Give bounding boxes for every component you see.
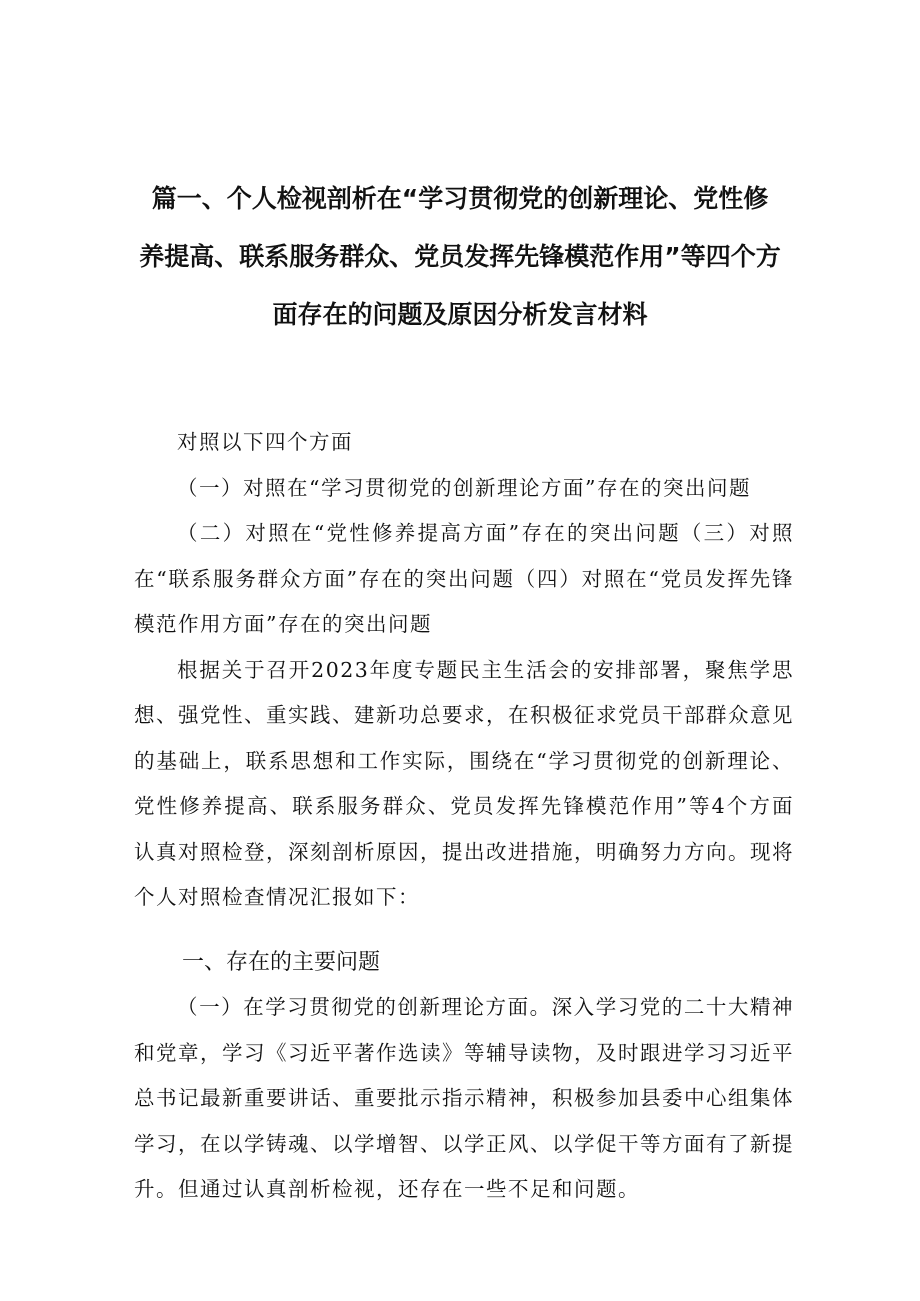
title-line-3: 面存在的问题及原因分析发言材料 <box>272 300 648 329</box>
section-heading: 一、存在的主要问题 <box>182 950 381 975</box>
title-line-1: 篇一、个人检视剖析在“学习贯彻党的创新理论、党性修 <box>151 184 769 213</box>
paragraph-item-1: （一）对照在“学习贯彻党的创新理论方面”存在的突出问题 <box>177 475 752 500</box>
section-body <box>134 985 794 1213</box>
document-title <box>120 170 800 344</box>
title-line-2: 养提高、联系服务群众、党员发挥先锋模范作用”等四个方 <box>139 242 781 271</box>
paragraph-background: 根据关于召开2023年度专题民主生活会的安排部署，聚焦学思想、强党性、重实践、建新功总要求，在积极征求党员干部群众意见的基础上，联系思想和工作实际，围绕在“学习贯彻党的创新理论、党性修养提高、联系服务群众、党员发挥先锋模范作用”等4个方面认真对照检登，深刻剖析原因，提出改进措施，明确努力方向。现将个人对照检查情况汇报如下： <box>134 657 794 909</box>
paragraph-intro: 对照以下四个方面 <box>177 430 354 454</box>
paragraph-items-2-4: （二）对照在“党性修养提高方面”存在的突出问题（三）对照在“联系服务群众方面”存在的突出问题（四）对照在“党员发挥先锋模范作用方面”存在的突出问题 <box>134 521 794 636</box>
paragraph-section-1: （一）在学习贯彻党的创新理论方面。深入学习党的二十大精神和党章，学习《习近平著作选读》等辅导读物，及时跟进学习习近平总书记最新重要讲话、重要批示指示精神，积极参加县委中心组集体学习，在以学铸魂、以学增智、以学正风、以学促干等方面有了新提升。但通过认真剖析检视，还存在一些不足和问题。 <box>134 995 794 1201</box>
document-body <box>134 420 794 921</box>
